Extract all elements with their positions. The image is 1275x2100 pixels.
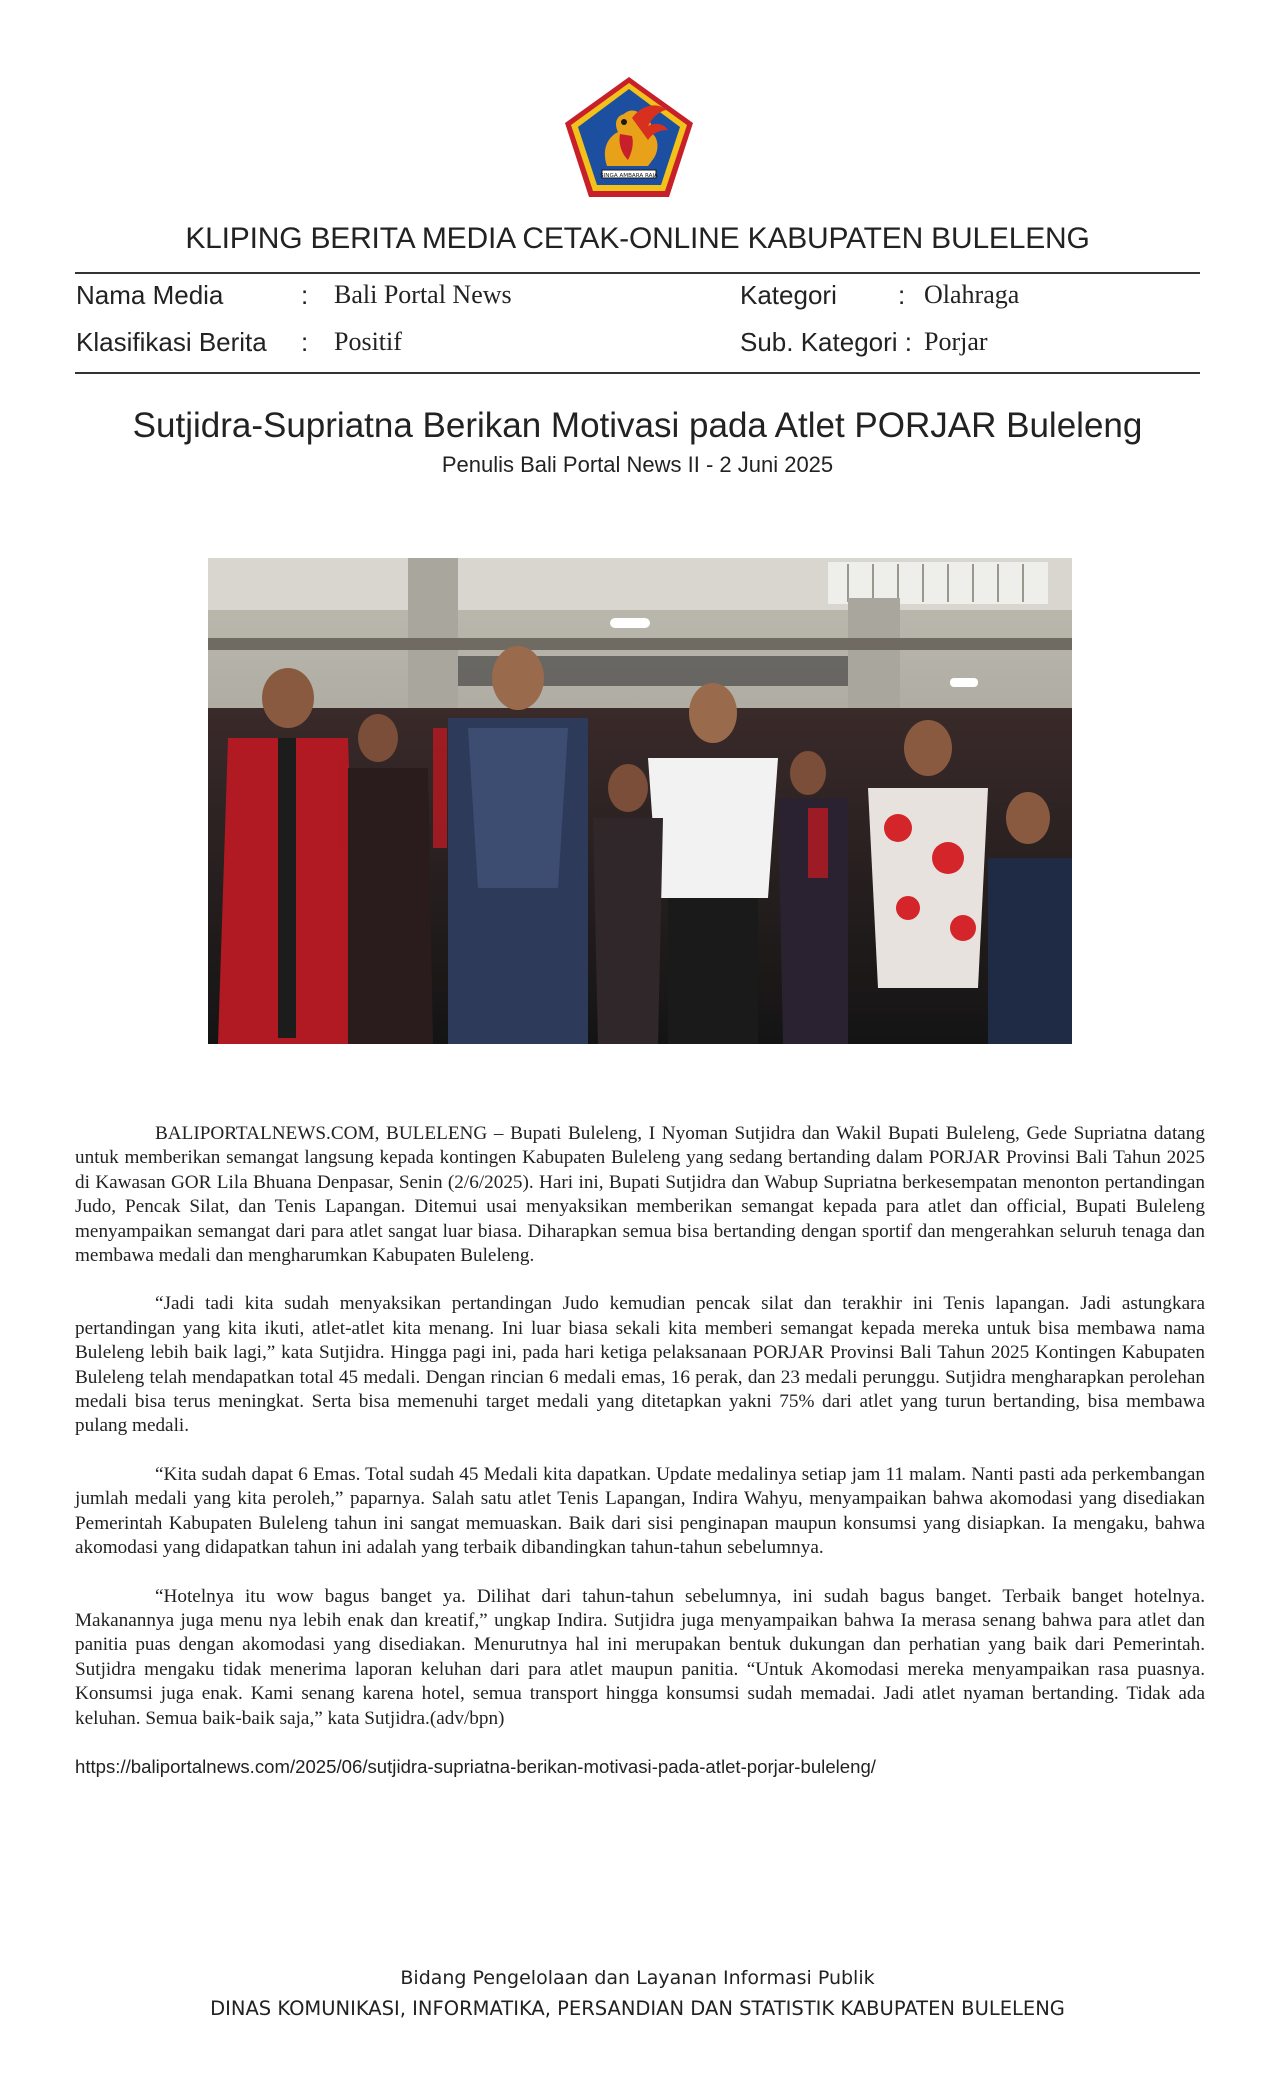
subcategory-label: Sub. Kategori : <box>740 327 912 357</box>
media-name-value: Bali Portal News <box>334 280 512 309</box>
media-name-row <box>76 280 223 311</box>
header-divider-bottom <box>75 372 1200 374</box>
media-name-value-cell <box>334 280 512 310</box>
article-paragraph: “Jadi tadi kita sudah menyaksikan pertandingan Judo kemudian pencak silat dan terakhir ini Tenis lapangan. Jadi astungkara pertandingan yang kita ikuti, atlet-atlet kita menang. Ini luar biasa sekali kita memberi semangat kepada mereka untuk bisa membawa nama Buleleng lebih baik lagi,” kata Sutjidra. Hingga pagi ini, pada hari ketiga pelaksanaan PORJAR Provinsi Bali Tahun 2025 Kontingen Kabupaten Buleleng telah mendapatkan total 45 medali. Dengan rincian 6 medali emas, 16 perak, dan 23 medali perunggu. Sutjidra mengharapkan perolehan medali bisa terus meningkat. Serta bisa memenuhi target medali yang ditetapkan yakni 75% dari atlet yang turun bertanding, bisa membawa pulang medali. <box>75 1293 1205 1437</box>
article-body <box>75 1122 1205 1803</box>
footer-division: Bidang Pengelolaan dan Layanan Informasi Publik <box>400 1967 875 1989</box>
media-name-label: Nama Media <box>76 280 224 310</box>
emblem-motto: SINGA AMBARA RAJA <box>600 173 658 179</box>
classification-value-cell <box>334 327 402 357</box>
article-headline: Sutjidra-Supriatna Berikan Motivasi pada Atlet PORJAR Buleleng <box>132 406 1143 445</box>
classification-value: Positif <box>334 327 402 356</box>
clipping-header-title: KLIPING BERITA MEDIA CETAK-ONLINE KABUPATEN BULELENG <box>185 222 1090 255</box>
category-separator <box>898 280 905 311</box>
classification-sep: : <box>301 327 309 357</box>
category-value-cell <box>924 280 1019 310</box>
article-paragraph: BALIPORTALNEWS.COM, BULELENG – Bupati Buleleng, I Nyoman Sutjidra dan Wakil Bupati Buleleng, Gede Supriatna datang untuk memberikan semangat langsung kepada kontingen Kabupaten Buleleng yang sedang bertanding dalam PORJAR Provinsi Bali Tahun 2025 di Kawasan GOR Lila Bhuana Denpasar, Senin (2/6/2025). Hari ini, Bupati Sutjidra dan Wabup Supriatna berkesempatan menonton pertandingan Judo, Pencak Silat, dan Tenis Lapangan. Ditemui usai menyaksikan memberikan semangat kepada para atlet dan official, Bupati Buleleng menyampaikan semangat dari para atlet sangat luar biasa. Diharapkan semua bisa bertanding dengan sportif dan mengerahkan seluruh tenaga dan membawa medali dan mengharumkan Kabupaten Buleleng. <box>75 1123 1205 1267</box>
classification-label: Klasifikasi Berita <box>76 327 267 357</box>
category-label-cell <box>740 280 837 311</box>
article-photo <box>208 558 1072 1044</box>
classification-separator <box>301 327 308 358</box>
article-paragraph: “Kita sudah dapat 6 Emas. Total sudah 45 Medali kita dapatkan. Update medalinya setiap jam 11 malam. Nanti pasti ada perkembangan jumlah medali yang kita peroleh,” paparnya. Salah satu atlet Tenis Lapangan, Indira Wahyu, menyampaikan bahwa akomodasi yang disediakan Pemerintah Kabupaten Buleleng tahun ini sangat memuaskan. Baik dari sisi penginapan maupun konsumsi yang disiapkan. Ia mengaku, bahwa akomodasi yang didapatkan tahun ini adalah yang terbaik dibandingkan tahun-tahun sebelumnya. <box>75 1463 1205 1559</box>
article-paragraph: “Hotelnya itu wow bagus banget ya. Dilihat dari tahun-tahun sebelumnya, ini sudah bagus banget. Terbaik banget hotelnya. Makanannya juga menu nya lebih enak dan kreatif,” ungkap Indira. Sutjidra juga menyampaikan bahwa Ia merasa senang bahwa para atlet dan panitia puas dengan akomodasi yang disediakan. Menurutnya hal ini merupakan bentuk dukungan dan perhatian yang baik dari Pemerintah. Sutjidra mengaku tidak menerima laporan keluhan dari para atlet maupun panitia. “Untuk Akomodasi mereka menyampaikan rasa puasnya. Konsumsi juga enak. Kami senang karena hotel, semua transport hingga konsumsi sudah memadai. Jadi atlet nyaman bertanding. Tidak ada keluhan. Semua baik-baik saja,” kata Sutjidra.(adv/bpn) <box>75 1585 1205 1729</box>
category-value: Olahraga <box>924 280 1020 309</box>
category-sep: : <box>898 280 906 310</box>
header-divider-top <box>75 272 1200 274</box>
subcategory-label-cell <box>740 327 912 358</box>
subcategory-value-cell <box>924 327 988 357</box>
category-label: Kategori <box>740 280 837 310</box>
footer-agency: DINAS KOMUNIKASI, INFORMATIKA, PERSANDIAN DAN STATISTIK KABUPATEN BULELENG <box>210 1997 1065 2020</box>
source-url-link[interactable]: https://baliportalnews.com/2025/06/sutjidra-supriatna-berikan-motivasi-pada-atlet-porjar-buleleng/ <box>75 1755 876 1777</box>
subcategory-value: Porjar <box>924 327 988 356</box>
media-name-separator <box>301 280 308 311</box>
article-byline: Penulis Bali Portal News II - 2 Juni 2025 <box>441 452 834 477</box>
classification-label-cell <box>76 327 267 358</box>
media-sep: : <box>301 280 309 310</box>
buleleng-emblem-logo <box>562 74 696 200</box>
